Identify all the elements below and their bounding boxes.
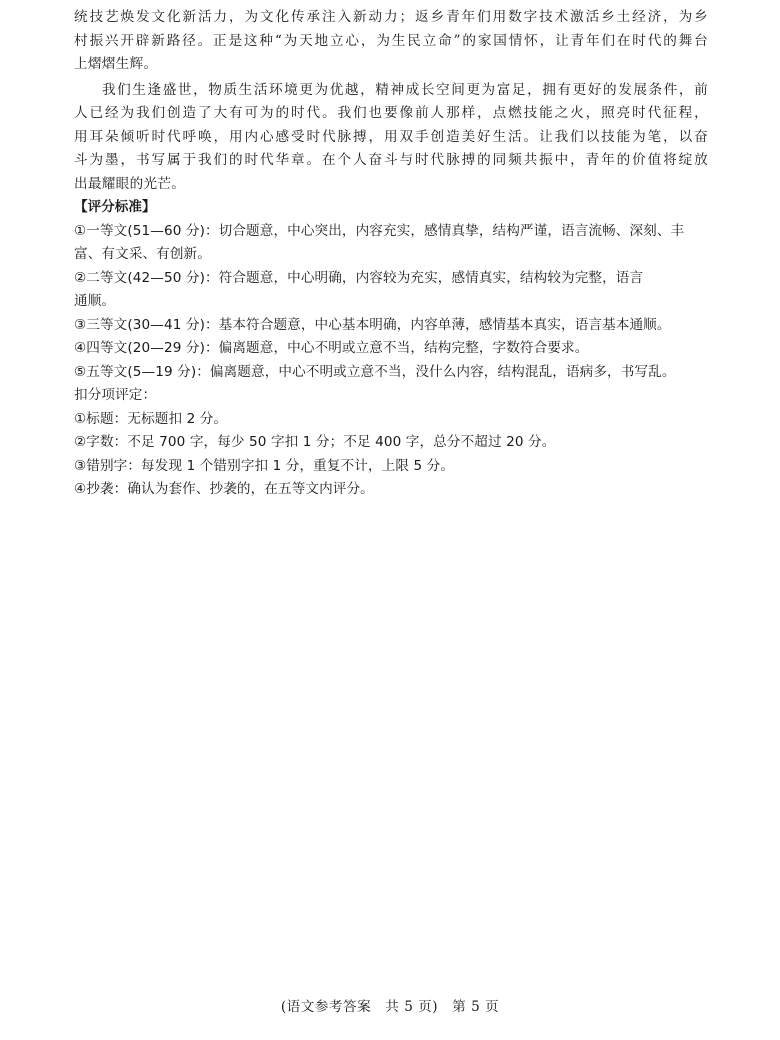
rubric-grade-1: [74, 220, 708, 267]
text-line: 斗为墨，书写属于我们的时代华章。在个人奋斗与时代脉搏的同频共振中，青年的价值将绽放: [74, 152, 708, 168]
text-line: 人已经为我们创造了大有可为的时代。我们也要像前人那样，点燃技能之火，照亮时代征程，: [74, 105, 708, 121]
text-line: ②字数：不足 700 字，每少 50 字扣 1 分；不足 400 字，总分不超过 20 分。: [74, 434, 556, 450]
text-line: 村振兴开辟新路径。正是这种“为天地立心，为生民立命”的家国情怀，让青年们在时代的舞台: [74, 32, 708, 49]
text-line: 富、有文采、有创新。: [74, 246, 211, 262]
rubric-heading: 【评分标准】: [74, 199, 156, 215]
deduction-heading: [74, 384, 708, 408]
deduction-item-4: [74, 478, 708, 502]
text-line: ④抄袭：确认为套作、抄袭的，在五等文内评分。: [74, 481, 374, 497]
rubric-grade-3: [74, 314, 708, 338]
text-line: 统技艺焕发文化新活力，为文化传承注入新动力；返乡青年们用数字技术激活乡土经济，为乡: [74, 9, 708, 25]
deduction-item-3: [74, 455, 708, 479]
text-line: ①一等文(51—60 分)：切合题意，中心突出，内容充实，感情真挚，结构严谨，语言流畅、深刻、丰: [74, 222, 685, 239]
text-line: 用耳朵倾听时代呼唤，用内心感受时代脉搏，用双手创造美好生活。让我们以技能为笔，以奋: [74, 128, 708, 145]
text-line: ③错别字：每发现 1 个错别字扣 1 分，重复不计，上限 5 分。: [74, 457, 455, 474]
text-line: ④四等文(20—29 分)：偏离题意，中心不明或立意不当，结构完整，字数符合要求。: [74, 340, 589, 356]
document-page: [74, 6, 708, 502]
page-footer: (语文参考答案 共 5 页) 第 5 页: [280, 999, 500, 1015]
deduction-item-2: [74, 431, 708, 455]
text-line: ②二等文(42—50 分)：符合题意，中心明确，内容较为充实，感情真实，结构较为完整，语言: [74, 269, 644, 286]
rubric-grade-5: [74, 361, 708, 385]
rubric-grade-2: [74, 267, 708, 314]
essay-paragraph-1: [74, 6, 708, 77]
text-line: ①标题：无标题扣 2 分。: [74, 410, 228, 427]
text-line: 上熠熠生辉。: [74, 56, 158, 72]
text-line: ⑤五等文(5—19 分)：偏离题意，中心不明或立意不当，没什么内容，结构混乱，语病多，书写乱。: [74, 363, 676, 380]
text-line: 扣分项评定：: [74, 387, 157, 403]
text-line: 通顺。: [74, 293, 116, 309]
text-line: ③三等文(30—41 分)：基本符合题意，中心基本明确，内容单薄，感情基本真实，语言基本通顺。: [74, 316, 671, 333]
deduction-item-1: [74, 408, 708, 432]
text-line: 我们生逢盛世，物质生活环境更为优越，精神成长空间更为富足，拥有更好的发展条件，前: [102, 81, 708, 98]
rubric-grade-4: [74, 337, 708, 361]
essay-paragraph-2: [74, 79, 708, 197]
text-line: 出最耀眼的光芒。: [74, 175, 186, 192]
